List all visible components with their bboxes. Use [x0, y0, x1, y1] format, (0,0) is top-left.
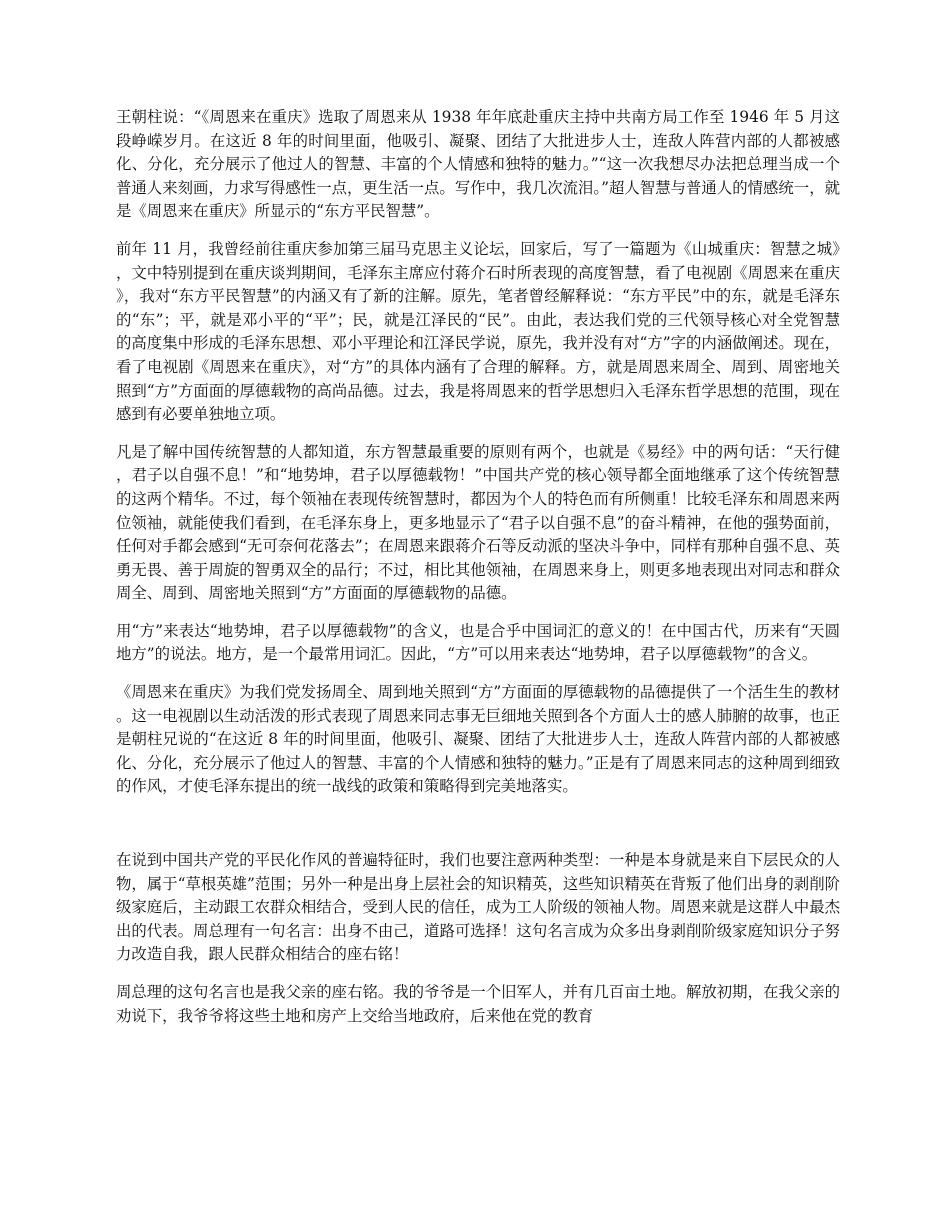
paragraph-7: 周总理的这句名言也是我父亲的座右铭。我的爷爷是一个旧军人，并有几百亩土地。解放初期，在我父亲的劝说下，我爷爷将这些土地和房产上交给当地政府，后来他在党的教育 — [116, 983, 840, 1025]
paragraph-2: 前年 11 月，我曾经前往重庆参加第三届马克思主义论坛，回家后，写了一篇题为《山城重庆：智慧之城》，文中特别提到在重庆谈判期间，毛泽东主席应付蒋介石时所表现的高度智慧，看了电视剧《周恩来在重庆》，我对“东方平民智慧”的内涵又有了新的注解。原先，笔者曾经解释说：“东方平民”中的东，就是毛泽东的“东”；平，就是邓小平的“平”；民，就是江泽民的“民”。由此，表达我们党的三代领导核心对全党智慧的高度集中形成的毛泽东思想、邓小平理论和江泽民学说，原先，我并没有对“方”字的内涵做阐述。现在，看了电视剧《周恩来在重庆》，对“方”的具体内涵有了合理的解释。方，就是周恩来周全、周到、周密地关照到“方”方面面的厚德载物的高尚品德。过去，我是将周恩来的哲学思想归入毛泽东哲学思想的范围，现在感到有必要单独地立项。 — [116, 239, 840, 424]
section-gap — [116, 813, 840, 849]
paragraph-5: 《周恩来在重庆》为我们党发扬周全、周到地关照到“方”方面面的厚德载物的品德提供了一个活生生的教材。这一电视剧以生动活泼的形式表现了周恩来同志事无巨细地关照到各个方面人士的感人肺腑的故事，也正是朝柱兄说的“在这近 8 年的时间里面，他吸引、凝聚、团结了大批进步人士，连敌人阵营内部的人都被感化、分化，充分展示了他过人的智慧、丰富的个人情感和独特的魅力。”正是有了周恩来同志的这种周到细致的作风，才使毛泽东提出的统一战线的政策和策略得到完美地落实。 — [116, 683, 840, 796]
paragraph-3: 凡是了解中国传统智慧的人都知道，东方智慧最重要的原则有两个，也就是《易经》中的两句话：“天行健，君子以自强不息！”和“地势坤，君子以厚德载物！”中国共产党的核心领导都全面地继承了这个传统智慧的这两个精华。不过，每个领袖在表现传统智慧时，都因为个人的特色而有所侧重！比较毛泽东和周恩来两位领袖，就能使我们看到，在毛泽东身上，更多地显示了“君子以自强不息”的奋斗精神，在他的强势面前，任何对手都会感到“无可奈何花落去”；在周恩来跟蒋介石等反动派的坚决斗争中，同样有那种自强不息、英勇无畏、善于周旋的智勇双全的品行；不过，相比其他领袖，在周恩来身上，则更多地表现出对同志和群众周全、周到、周密地关照到“方”方面面的厚德载物的品德。 — [116, 442, 840, 603]
paragraph-1: 王朝柱说：“《周恩来在重庆》选取了周恩来从 1938 年年底赴重庆主持中共南方局工作至 1946 年 5 月这段峥嵘岁月。在这近 8 年的时间里面，他吸引、凝聚、团结了大批进步人士，连敌人阵营内部的人都被感化、分化，充分展示了他过人的智慧、丰富的个人情感和独特的魅力。”“这一次我想尽办法把总理当成一个普通人来刻画，力求写得感性一点，更生活一点。写作中，我几次流泪。”超人智慧与普通人的情感统一，就是《周恩来在重庆》所显示的“东方平民智慧”。 — [116, 108, 840, 221]
paragraph-6: 在说到中国共产党的平民化作风的普遍特征时，我们也要注意两种类型：一种是本身就是来自下层民众的人物，属于“草根英雄”范围；另外一种是出身上层社会的知识精英，这些知识精英在背叛了他们出身的剥削阶级家庭后，主动跟工农群众相结合，受到人民的信任，成为工人阶级的领袖人物。周恩来就是这群人中最杰出的代表。周总理有一句名言：出身不由己，道路可选择！这句名言成为众多出身剥削阶级家庭知识分子努力改造自我，跟人民群众相结合的座右铭！ — [116, 851, 840, 964]
document-page — [116, 106, 840, 1042]
paragraph-4: 用“方”来表达“地势坤，君子以厚德载物”的含义，也是合乎中国词汇的意义的！在中国古代，历来有“天圆地方”的说法。地方，是一个最常用词汇。因此，“方”可以用来表达“地势坤，君子以厚德载物”的含义。 — [116, 621, 840, 664]
